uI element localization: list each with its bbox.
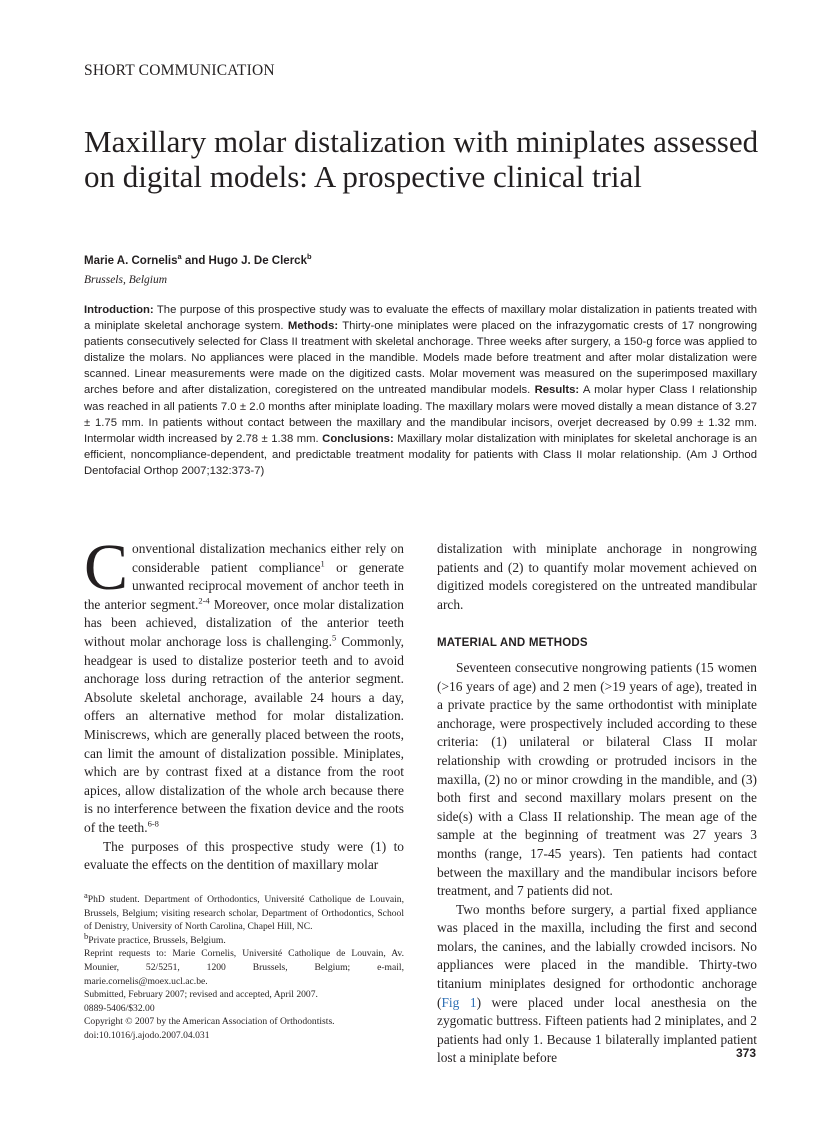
citation: 1 (320, 558, 325, 569)
right-column (437, 540, 757, 1068)
body-text: Two months before surgery, a partial fixed appliance was placed in the maxilla, including the first and second molars, the canines, and the labially crowded incisors. No appliances were placed in the mandible. Thirty-two titanium miniplates designed for orthodontic anchorage ( (437, 901, 757, 1010)
affiliation-mark: a (177, 252, 182, 262)
footnote-affiliation-b (84, 930, 404, 948)
footnote-text: PhD student. Department of Orthodontics, Université Catholique de Louvain, Brussels, Belgium; visiting research scholar, Department of Orthodontics, School of Denistry, University of North Carolina, Chapel Hill, NC. (84, 894, 404, 933)
body-paragraph: The purposes of this prospective study were (1) to evaluate the effects on the dentition of maxillary molar (84, 838, 404, 873)
abstract-methods: Thirty-one miniplates were placed on the infrazygomatic crests of 17 nongrowing patients consecutively selected for Class II treatment with skeletal anchorage. Three weeks after surgery, a 150-g force was applied to distalize the molars. No appliances were placed in the mandible. Models made before treatment and after molar distalization were scanned. Linear measurements were made on the digitized casts. Molar movement was measured on the superimposed maxillary arches before and after distalization, coregistered on the untreated mandibular models. (84, 320, 758, 397)
body-text: Commonly, headgear is used to distalize posterior teeth and to avoid anchorage loss during retraction of the anterior segment. Absolute skeletal anchorage, available 24 hours a day, offers an alternative method for molar distalization. Miniscrews, which are generally placed between the roots, can limit the amount of distalization possible. Miniplates, which are by contrast fixed at a distance from the root apices, allow distalization of the whole arch because there is no interference between the fixation device and the roots of the teeth. (84, 633, 404, 835)
abstract-label-introduction: Introduction: (84, 304, 154, 316)
affiliation-mark: b (84, 930, 89, 941)
body-text: ) were placed under local anesthesia on the zygomatic buttress. Fifteen patients had 2 miniplates, and 2 patients had only 1. Because 1 bilaterally implanted patient lost a miniplate before (437, 994, 757, 1066)
abstract-introduction: The purpose of this prospective study was to evaluate the effects of maxillary molar distalization in patients treated with a miniplate skeletal anchorage system. (84, 304, 757, 333)
left-column (84, 531, 404, 875)
submission-dates: Submitted, February 2007; revised and accepted, April 2007. (84, 989, 318, 1001)
footnote-text: Private practice, Brussels, Belgium. (88, 934, 226, 946)
citation: 5 (331, 632, 337, 643)
abstract-conclusions: Maxillary molar distalization with miniplates for skeletal anchorage is an efficient, noncompliance-dependent, and predictable treatment modality for patients with Class II molar relationship. (Am J Orthod Dentofacial Orthop 2007;132:373-7) (84, 432, 757, 477)
affiliation-mark: b (306, 252, 312, 262)
footnotes (84, 889, 404, 1043)
page-number: 373 (735, 1046, 756, 1060)
body-paragraph (84, 531, 404, 838)
abstract-label-results: Results: (534, 384, 580, 397)
section-label: SHORT COMMUNICATION (84, 62, 275, 79)
body-text: or generate unwanted reciprocal movement of anchor teeth in the anterior segment. (84, 559, 404, 612)
doi: doi:10.1016/j.ajodo.2007.04.031 (84, 1029, 210, 1041)
issn: 0889-5406/$32.00 (84, 1002, 155, 1014)
abstract-label-methods: Methods: (287, 320, 339, 333)
abstract-results: A molar hyper Class I relationship was reached in all patients 7.0 ± 2.0 months after miniplate loading. The maxillary molars were moved distally a mean distance of 3.27 ± 1.75 mm. In patients without contact between the maxillary and the mandibular incisors, overjet decreased by 0.99 ± 1.32 mm. Intermolar width increased by 2.78 ± 1.38 mm. (84, 384, 757, 445)
drop-cap: C (84, 531, 129, 604)
affiliation-mark: a (84, 889, 88, 900)
section-heading: MATERIAL AND METHODS (437, 637, 588, 650)
figure-link[interactable]: Fig 1 (441, 994, 477, 1010)
body-paragraph: Seventeen consecutive nongrowing patients (15 women (>16 years of age) and 2 men (>19 years of age), treated in a private practice by the same orthodontist with miniplate anchorage, were prospectively included according to these criteria: (1) unilateral or bilateral Class II molar relationship with crowding or protruded incisors in the maxilla, (2) no or minor crowding in the mandible, and (3) both first and second maxillary molars present on the side(s) with a Class II relationship. The mean age of the sample at the beginning of treatment was 27 years 3 months (range, 17-45 years). Ten patients had contact between the maxillary and the mandibular incisors before treatment, and 7 patients did not. (437, 659, 757, 899)
body-paragraph: distalization with miniplate anchorage in nongrowing patients and (2) to quantify molar movement achieved on digitized models coregistered on the untreated mandibular arch. (437, 541, 757, 612)
author-name: Marie A. Cornelis (84, 255, 178, 267)
copyright: Copyright © 2007 by the American Association of Orthodontists. (84, 1016, 335, 1028)
abstract (84, 302, 757, 479)
body-text: Moreover, once molar distalization has been achieved, distalization of the anterior teeth without molar anchorage loss is challenging. (84, 596, 404, 649)
author-list (84, 252, 312, 267)
citation: 2-4 (198, 595, 210, 606)
article-title: Maxillary molar distalization with miniplates assessed on digital models: A prospective clinical trial (84, 124, 759, 194)
author-conjunction: and (181, 255, 209, 267)
author-name: Hugo J. De Clerck (208, 255, 307, 267)
footnote-affiliation-a (84, 889, 404, 934)
author-location: Brussels, Belgium (84, 274, 168, 286)
citation: 6-8 (147, 818, 159, 829)
reprint-requests: Reprint requests to: Marie Cornelis, Université Catholique de Louvain, Av. Mounier, 52/5251, 1200 Brussels, Belgium; e-mail, marie.cornelis@moex.ucl.ac.be. (84, 948, 404, 987)
abstract-label-conclusions: Conclusions: (322, 432, 394, 445)
body-paragraph (437, 901, 757, 1068)
body-text: onventional distalization mechanics either rely on considerable patient compliance (132, 541, 404, 575)
